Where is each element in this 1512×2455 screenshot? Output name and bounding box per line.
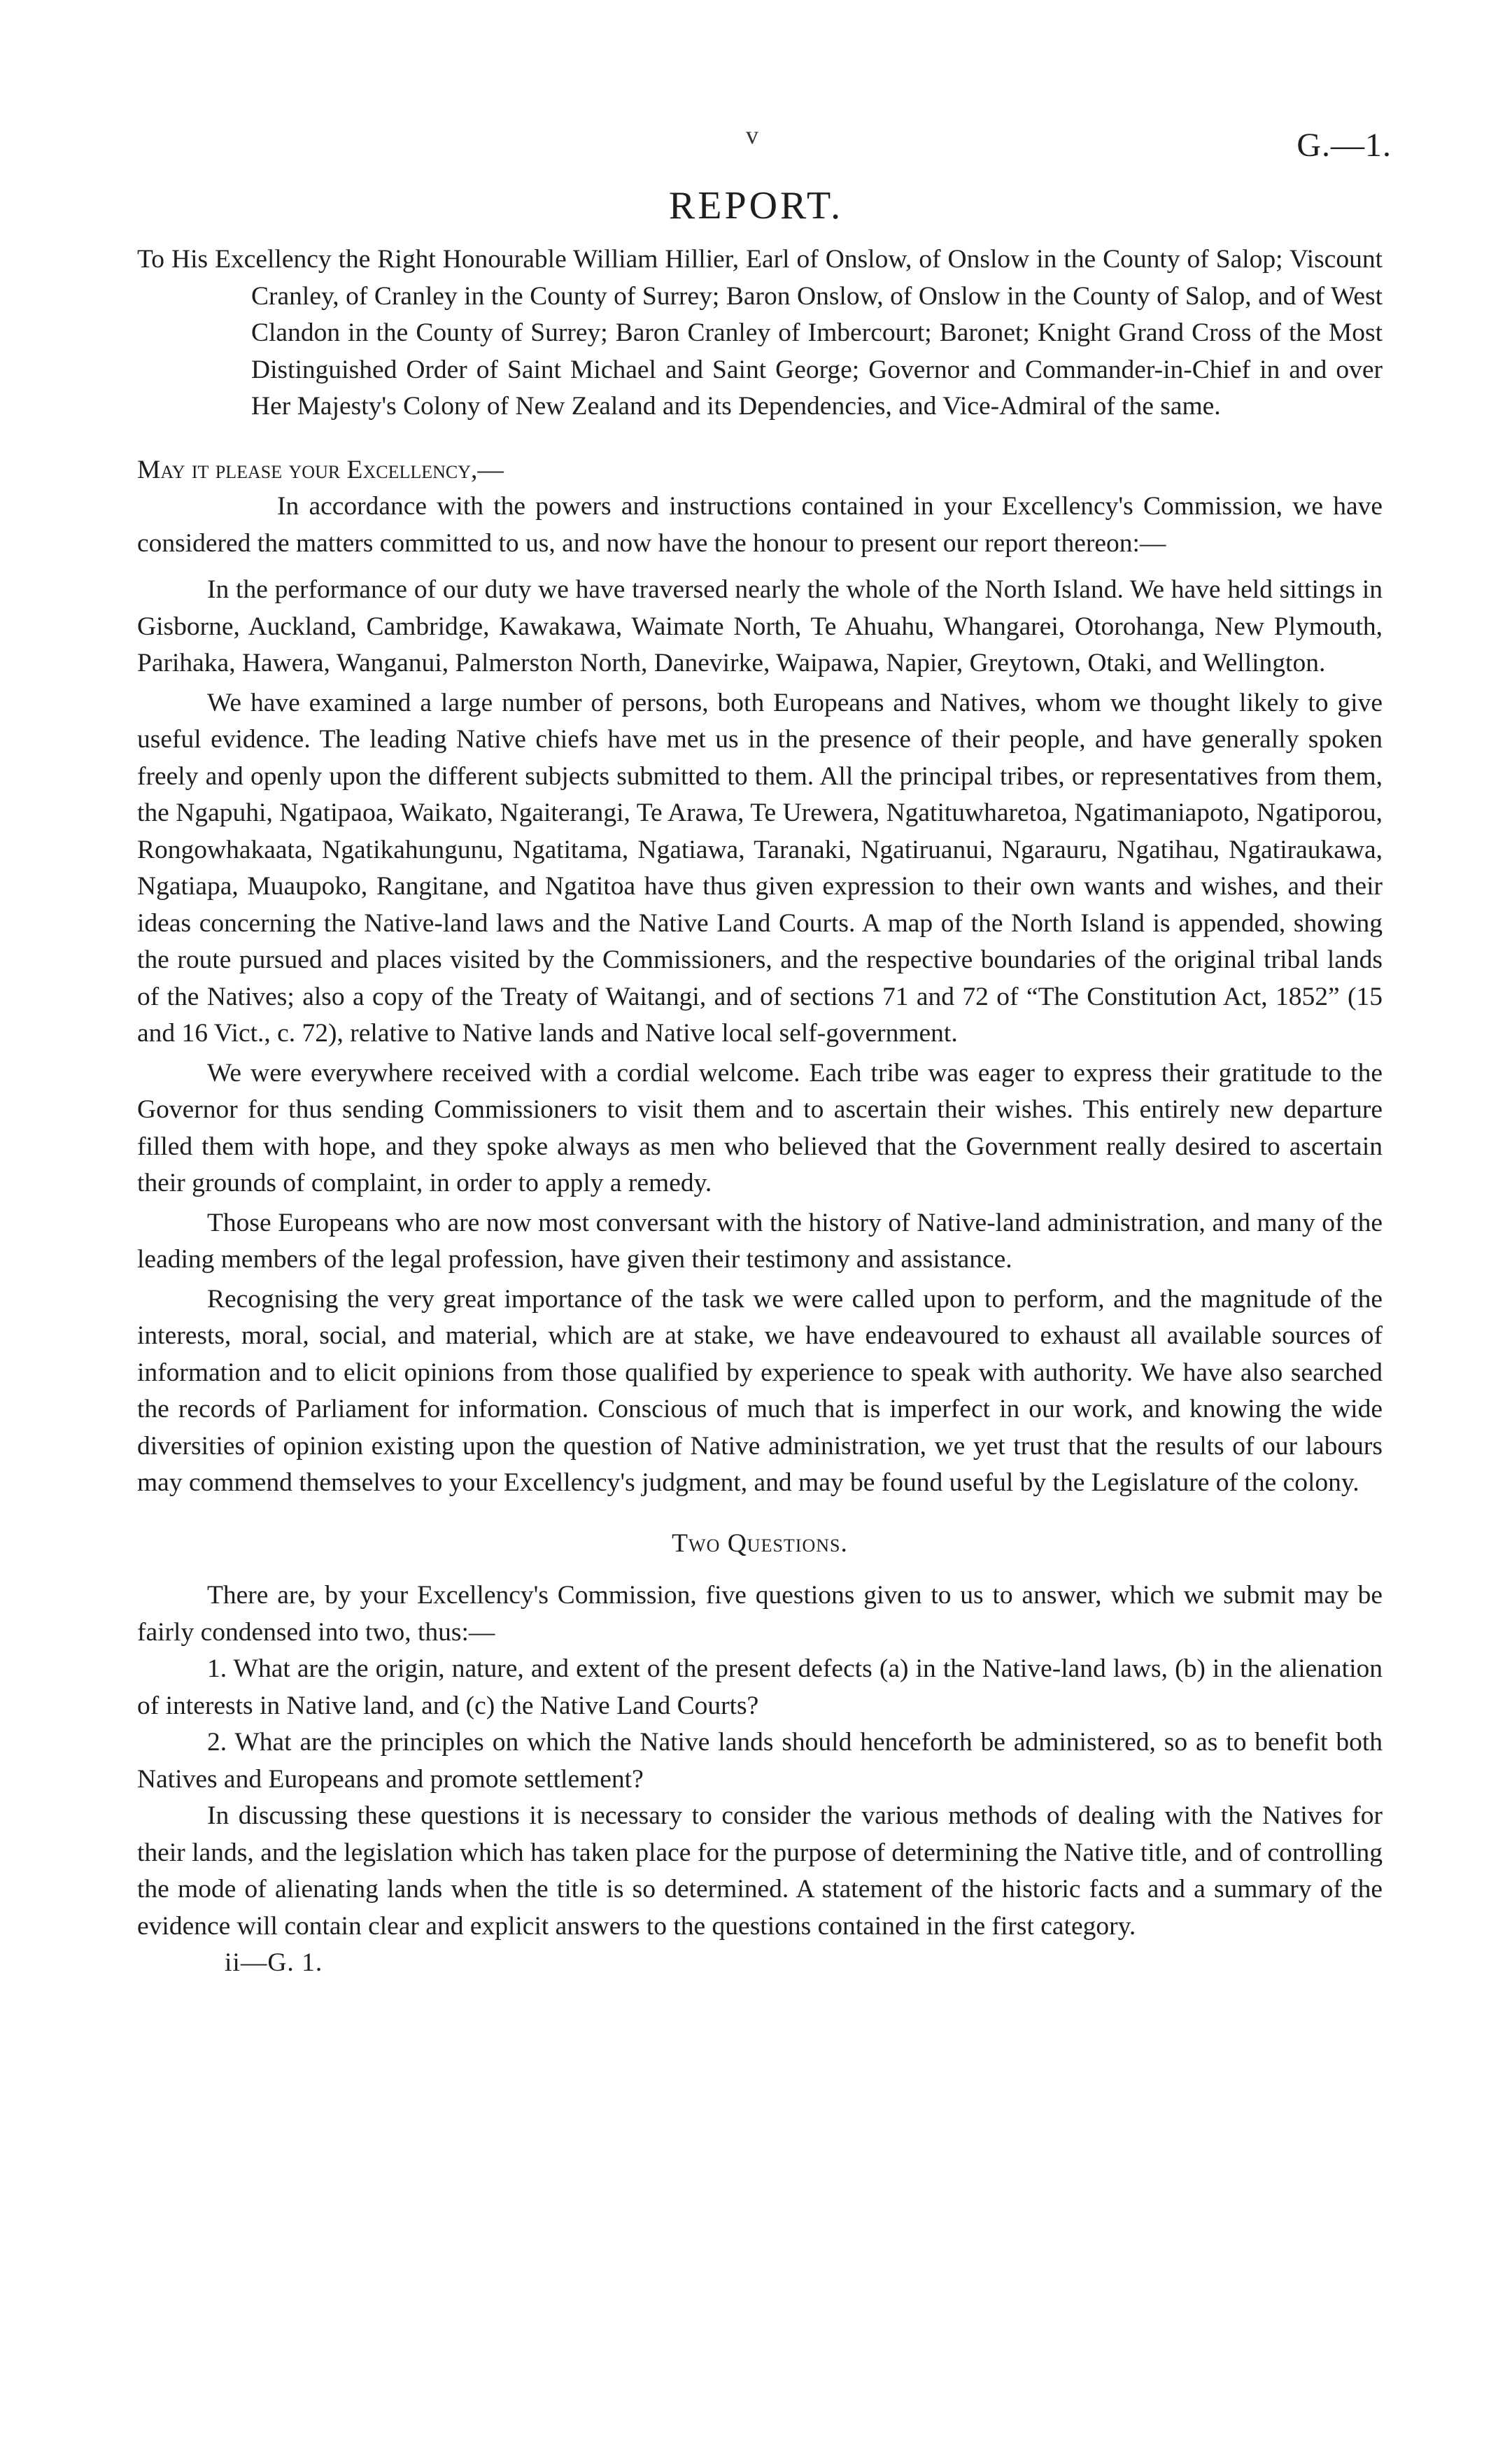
page-title: REPORT. xyxy=(668,184,844,227)
paragraph-evidence: We have examined a large number of persons, both Europeans and Natives, whom we thought likely to give useful evidence. The leading Native chiefs have met us in the presence of their people, and have generally spoken freely and openly upon the different subjects submitted to them. All the principal tribes, or representatives from them, the Ngapuhi, Ngatipaoa, Waikato, Ngaiterangi, Te Arawa, Te Urewera, Ngatituwharetoa, Ngatimaniapoto, Ngatiporou, Rongowhakaata, Ngatikahungunu, Ngatitama, Ngatiawa, Taranaki, Ngatiruanui, Ngarauru, Ngatihau, Ngatiraukawa, Ngatiapa, Muaupoko, Rangitane, and Ngatitoa have thus given expression to their own wants and wishes, and their ideas concerning the Native-land laws and the Native Land Courts. A map of the North Island is appended, showing the route pursued and places visited by the Commissioners, and the respective boundaries of the original tribal lands of the Natives; also a copy of the Treaty of Waitangi, and of sections 71 and 72 of “The Constitution Act, 1852” (15 and 16 Vict., c. 72), relative to Native lands and Native local self-government. xyxy=(137,688,1383,1048)
question-two: 2. What are the principles on which the Native lands should henceforth be administered, so as to benefit both Natives and Europeans and promote settlement? xyxy=(137,1728,1383,1794)
paragraph-welcome: We were everywhere received with a cordial welcome. Each tribe was eager to express their gratitude to the Governor for thus sending Commissioners to visit them and to ascertain their wishes. This entirely new departure filled them with hope, and they spoke always as men who believed that the Government really desired to ascertain their grounds of complaint, in order to apply a remedy. xyxy=(137,1058,1383,1197)
section-heading: Two Questions. xyxy=(672,1528,848,1558)
signature-mark: ii—G. 1. xyxy=(225,1948,323,1977)
paragraph-discussion: In discussing these questions it is necessary to consider the various methods of dealing with the Natives for their lands, and the legislation which has taken place for the purpose of determining the Native title, and of controlling the mode of alienating lands when the title is so determined. A statement of the historic facts and a summary of the evidence will contain clear and explicit answers to the questions contained in the first category. xyxy=(137,1801,1383,1941)
salutation: May it please your Excellency,— xyxy=(137,455,504,484)
address-block: To His Excellency the Right Honourable William Hillier, Earl of Onslow, of Onslow in the County of Salop; Viscount Cranley, of Cranley in the County of Surrey; Baron Onslow, of Onslow in the County of Salop, and of West Clandon in the County of Surrey; Baron Cranley of Imbercourt; Baronet; Knight Grand Cross of the Most Distinguished Order of Saint Michael and Saint George; Governor and Commander-in-Chief in and over Her Majesty's Colony of New Zealand and its Dependencies, and Vice-Admiral of the same. xyxy=(137,245,1383,421)
paragraph-questions-intro: There are, by your Excellency's Commission, five questions given to us to answer, which we submit may be fairly condensed into two, thus:— xyxy=(137,1581,1383,1647)
paragraph-intro: In accordance with the powers and instructions contained in your Excellency's Commission, we have considered the matters committed to us, and now have the honour to present our report thereon:— xyxy=(137,492,1383,558)
report-body xyxy=(137,241,1383,1982)
paragraph-importance: Recognising the very great importance of the task we were called upon to perform, and the magnitude of the interests, moral, social, and material, which are at stake, we have endeavoured to exhaust all available sources of information and to elicit opinions from those qualified by experience to speak with authority. We have also searched the records of Parliament for information. Conscious of much that is imperfect in our work, and knowing the wide diversities of opinion existing upon the question of Native administration, we yet trust that the results of our labours may commend themselves to your Excellency's judgment, and may be found useful by the Legislature of the colony. xyxy=(137,1284,1383,1497)
paragraph-europeans: Those Europeans who are now most conversant with the history of Native-land administration, and many of the leading members of the legal profession, have given their testimony and assistance. xyxy=(137,1208,1383,1274)
page-header-mark: v xyxy=(746,121,758,149)
question-one: 1. What are the origin, nature, and extent of the present defects (a) in the Native-land laws, (b) in the alienation of interests in Native land, and (c) the Native Land Courts? xyxy=(137,1654,1383,1720)
page-reference: G.—1. xyxy=(1296,127,1392,164)
paragraph-sittings: In the performance of our duty we have traversed nearly the whole of the North Island. We have held sittings in Gisborne, Auckland, Cambridge, Kawakawa, Waimate North, Te Ahuahu, Whangarei, Otorohanga, New Plymouth, Parihaka, Hawera, Wanganui, Palmerston North, Danevirke, Waipawa, Napier, Greytown, Otaki, and Wellington. xyxy=(137,575,1383,677)
